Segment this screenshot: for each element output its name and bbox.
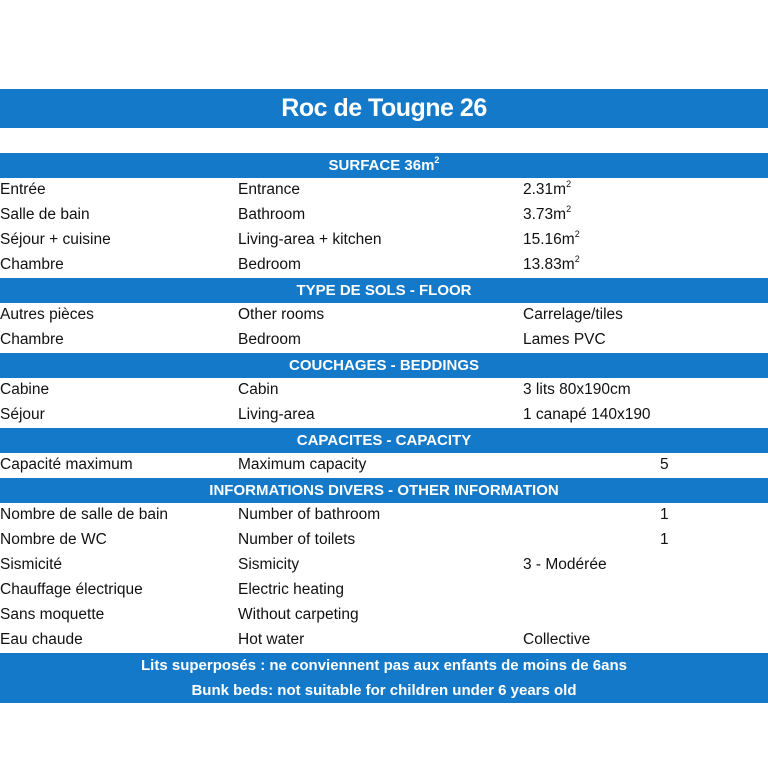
table-row [0, 303, 768, 328]
table-row [0, 378, 768, 403]
row-value: Carrelage/tiles [523, 306, 623, 323]
row-value: $2.31m^2$ [523, 179, 572, 198]
row-value: 1 canapé 140x190 [523, 406, 651, 423]
table-row [0, 228, 768, 253]
row-label-en: Maximum capacity [238, 456, 367, 473]
row-label-en: Bathroom [238, 206, 306, 223]
row-label-fr: Nombre de WC [0, 531, 107, 548]
row-value: Lames PVC [523, 331, 606, 348]
section-header-other-label: INFORMATIONS DIVERS - OTHER INFORMATION [209, 482, 559, 499]
row-label-fr: Chauffage électrique [0, 581, 143, 598]
row-label-en: Electric heating [238, 581, 344, 598]
table-row [0, 253, 768, 278]
title-bar [0, 89, 768, 128]
footer-warning-fr-text: Lits superposés : ne conviennent pas aux enfants de moins de 6ans [141, 657, 627, 674]
row-label-fr: Chambre [0, 331, 64, 348]
page-title: Roc de Tougne 26 [281, 94, 487, 122]
table-row [0, 328, 768, 353]
row-label-en: Living-area + kitchen [238, 231, 382, 248]
row-value: 5 [660, 456, 669, 473]
row-label-en: Number of bathroom [238, 506, 381, 523]
section-header-capacity-label: CAPACITES - CAPACITY [296, 432, 472, 449]
section-header-capacity [0, 428, 768, 453]
info-table [0, 153, 768, 703]
row-value: 1 [660, 531, 669, 548]
row-value: $3.73m^2$ [523, 204, 572, 223]
row-label-fr: Sans moquette [0, 606, 105, 623]
table-row [0, 503, 768, 528]
section-header-other [0, 478, 768, 503]
row-label-en: Other rooms [238, 306, 325, 323]
row-label-en: Entrance [238, 181, 301, 198]
row-value: Collective [523, 631, 591, 648]
row-label-en: Bedroom [238, 331, 301, 348]
row-label-en: Cabin [238, 381, 279, 398]
row-label-en: Bedroom [238, 256, 301, 273]
row-value: 1 [660, 506, 669, 523]
row-label-fr: Séjour [0, 406, 45, 423]
row-label-en: Sismicity [238, 556, 300, 573]
footer-warning-en [0, 678, 768, 703]
table-row [0, 578, 768, 603]
table-row [0, 603, 768, 628]
table-row [0, 528, 768, 553]
table-row [0, 403, 768, 428]
row-label-en: Without carpeting [238, 606, 359, 623]
row-label-fr: Nombre de salle de bain [0, 506, 169, 523]
row-label-fr: Entrée [0, 181, 46, 198]
section-header-floor [0, 278, 768, 303]
row-label-fr: Capacité maximum [0, 456, 133, 473]
section-header-floor-label: TYPE DE SOLS - FLOOR [296, 282, 472, 299]
row-label-fr: Sismicité [0, 556, 63, 573]
row-label-fr: Autres pièces [0, 306, 94, 323]
footer-warning-fr [0, 653, 768, 678]
row-label-fr: Eau chaude [0, 631, 83, 648]
row-label-fr: Cabine [0, 381, 50, 398]
table-row [0, 203, 768, 228]
row-label-fr: Séjour + cuisine [0, 231, 111, 248]
row-value: $15.16m^2$ [523, 229, 580, 248]
row-value: 3 - Modérée [523, 556, 607, 573]
section-header-surface-label: SURFACE $36m^2$ [328, 155, 440, 174]
row-label-fr: Salle de bain [0, 206, 90, 223]
row-value: $13.83m^2$ [523, 254, 580, 273]
table-row [0, 553, 768, 578]
row-label-fr: Chambre [0, 256, 64, 273]
row-label-en: Number of toilets [238, 531, 356, 548]
footer-warning-en-text: Bunk beds: not suitable for children under 6 years old [191, 682, 577, 699]
section-header-beddings [0, 353, 768, 378]
row-label-en: Living-area [238, 406, 315, 423]
table-row [0, 628, 768, 653]
section-header-beddings-label: COUCHAGES - BEDDINGS [288, 357, 479, 374]
section-header-surface [0, 153, 768, 178]
table-row [0, 453, 768, 478]
row-value: 3 lits 80x190cm [523, 381, 631, 398]
row-label-en: Hot water [238, 631, 305, 648]
table-row [0, 178, 768, 203]
